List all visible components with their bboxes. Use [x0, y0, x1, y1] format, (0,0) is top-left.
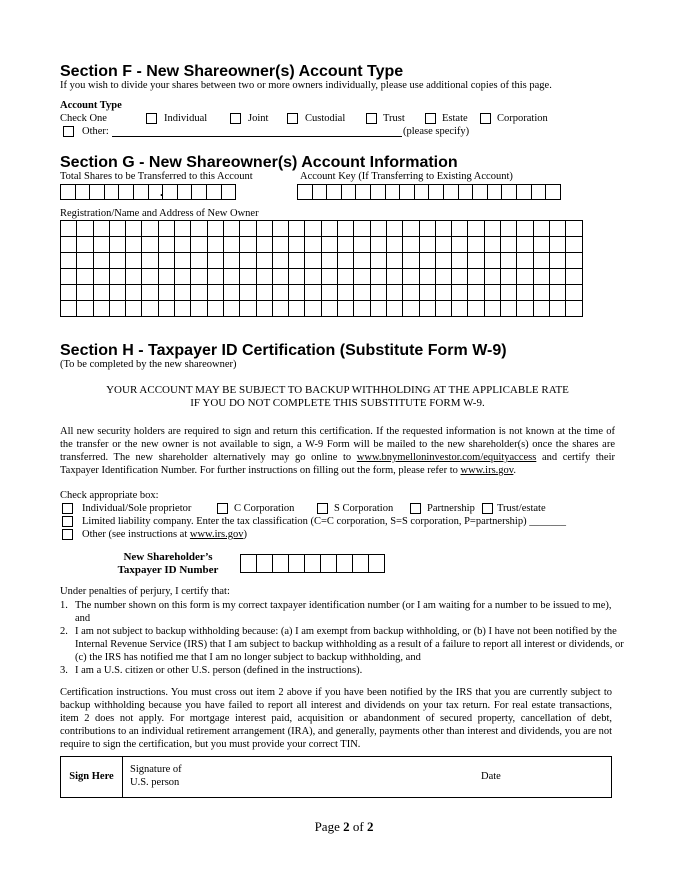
registration-cell[interactable]: [207, 268, 224, 285]
individual-sole-label: Individual/Sole proprietor: [82, 503, 192, 514]
trust-estate-checkbox[interactable]: [482, 503, 493, 514]
registration-cell[interactable]: [467, 236, 484, 253]
registration-cell[interactable]: [337, 268, 354, 285]
registration-cell[interactable]: [256, 284, 273, 301]
registration-cell[interactable]: [190, 220, 207, 237]
individual-checkbox[interactable]: [146, 113, 157, 124]
registration-cell[interactable]: [223, 236, 240, 253]
registration-cell[interactable]: [549, 300, 566, 317]
registration-cell[interactable]: [76, 284, 93, 301]
registration-cell[interactable]: [321, 300, 338, 317]
registration-cell[interactable]: [272, 300, 289, 317]
please-specify-label: (please specify): [403, 126, 470, 137]
check-one-label: Check One: [60, 113, 107, 124]
registration-cell[interactable]: [223, 220, 240, 237]
registration-cell[interactable]: [174, 300, 191, 317]
trust-estate-label: Trust/estate: [497, 503, 546, 514]
c-corp-checkbox[interactable]: [217, 503, 228, 514]
registration-cell[interactable]: [516, 236, 533, 253]
registration-cell[interactable]: [321, 284, 338, 301]
section-h-subtitle: (To be completed by the new shareowner): [60, 359, 237, 370]
corporation-label: Corporation: [497, 113, 548, 124]
registration-cell[interactable]: [533, 236, 550, 253]
registration-cell[interactable]: [451, 284, 468, 301]
c-corp-label: C Corporation: [234, 503, 295, 514]
registration-cell[interactable]: [337, 220, 354, 237]
other-irs-link[interactable]: www.irs.gov: [189, 529, 244, 540]
registration-cell[interactable]: [451, 236, 468, 253]
registration-cell[interactable]: [467, 284, 484, 301]
cert-item-3: I am a U.S. citizen or other U.S. person (defined in the instructions).: [75, 665, 363, 676]
registration-cell[interactable]: [516, 220, 533, 237]
page-current: 2: [343, 819, 350, 834]
registration-cell[interactable]: [60, 236, 77, 253]
intro-text-2: and certify their Taxpayer Identification Number. For further instructions on filling out the form, please refer to: [60, 452, 615, 476]
registration-cell[interactable]: [174, 268, 191, 285]
registration-cell[interactable]: [256, 220, 273, 237]
section-f-subtitle: If you wish to divide your shares between two or more owners individually, please use additional copies of this page.: [60, 80, 552, 91]
registration-cell[interactable]: [272, 268, 289, 285]
registration-cell[interactable]: [93, 268, 110, 285]
account-type-label: Account Type: [60, 100, 122, 111]
registration-cell[interactable]: [256, 268, 273, 285]
registration-cell[interactable]: [174, 220, 191, 237]
backup-warning-line1: YOUR ACCOUNT MAY BE SUBJECT TO BACKUP WITHHOLDING AT THE APPLICABLE RATE: [106, 384, 569, 396]
registration-cell[interactable]: [419, 300, 436, 317]
registration-cell[interactable]: [239, 236, 256, 253]
total-shares-field[interactable]: [60, 184, 235, 200]
signature-label-line1: Signature of: [130, 764, 182, 775]
registration-cell[interactable]: [565, 268, 582, 285]
registration-cell[interactable]: [435, 220, 452, 237]
registration-cell[interactable]: [353, 268, 370, 285]
registration-cell[interactable]: [288, 300, 305, 317]
custodial-checkbox[interactable]: [287, 113, 298, 124]
registration-cell[interactable]: [435, 284, 452, 301]
registration-cell[interactable]: [533, 300, 550, 317]
registration-cell[interactable]: [353, 284, 370, 301]
registration-cell[interactable]: [533, 252, 550, 269]
registration-cell[interactable]: [223, 252, 240, 269]
cert-item-2: I am not subject to backup withholding because: (a) I am exempt from backup withholding, or (b) I have not been notified by the Internal Revenue Service (IRS) that I am subject to backup withholding as a result of a failure to report all interest or dividends, or (c) the IRS has notified me that I am no longer subject to backup withholding, and: [75, 626, 624, 663]
registration-cell[interactable]: [565, 220, 582, 237]
section-f-title: Section F - New Shareowner(s) Account Type: [60, 63, 404, 80]
registration-cell[interactable]: [516, 252, 533, 269]
registration-cell[interactable]: [256, 252, 273, 269]
registration-cell[interactable]: [467, 220, 484, 237]
registration-cell[interactable]: [321, 268, 338, 285]
registration-cell[interactable]: [435, 236, 452, 253]
registration-cell[interactable]: [337, 300, 354, 317]
registration-cell[interactable]: [304, 284, 321, 301]
registration-cell[interactable]: [304, 220, 321, 237]
registration-cell[interactable]: [386, 300, 403, 317]
registration-cell[interactable]: [158, 268, 175, 285]
registration-cell[interactable]: [484, 300, 501, 317]
registration-cell[interactable]: [370, 252, 387, 269]
registration-cell[interactable]: [419, 268, 436, 285]
registration-cell[interactable]: [435, 252, 452, 269]
registration-cell[interactable]: [174, 284, 191, 301]
registration-cell[interactable]: [141, 284, 158, 301]
registration-cell[interactable]: [109, 220, 126, 237]
registration-cell[interactable]: [76, 220, 93, 237]
registration-cell[interactable]: [370, 284, 387, 301]
custodial-label: Custodial: [305, 113, 346, 124]
registration-cell[interactable]: [516, 268, 533, 285]
partnership-label: Partnership: [427, 503, 475, 514]
section-g-title: Section G - New Shareowner(s) Account Information: [60, 154, 458, 171]
registration-cell[interactable]: [484, 252, 501, 269]
registration-cell[interactable]: [419, 220, 436, 237]
registration-cell[interactable]: [467, 300, 484, 317]
certification-instructions: Certification instructions. You must cross out item 2 above if you have been notified by the IRS that you are currently subject to backup withholding because you have failed to report all interest and dividends on your tax return. For real estate transactions, item 2 does not apply. For mortgage interest paid, acquisition or abandonment of secured property, cancellation of debt, contributions to an individual retirement arrangement (IRA), and generally, payments other than interest and dividends, you are not require to sign the certification, but you must provide your correct TIN.: [60, 687, 612, 750]
registration-cell[interactable]: [288, 268, 305, 285]
registration-cell[interactable]: [256, 236, 273, 253]
registration-cell[interactable]: [484, 220, 501, 237]
registration-cell[interactable]: [239, 268, 256, 285]
registration-cell[interactable]: [93, 284, 110, 301]
registration-cell[interactable]: [239, 252, 256, 269]
cert-item-1-num: 1.: [60, 600, 68, 611]
registration-cell[interactable]: [174, 252, 191, 269]
registration-cell[interactable]: [402, 236, 419, 253]
registration-cell[interactable]: [321, 252, 338, 269]
registration-cell[interactable]: [565, 236, 582, 253]
registration-cell[interactable]: [125, 252, 142, 269]
registration-cell[interactable]: [549, 252, 566, 269]
registration-cell[interactable]: [207, 236, 224, 253]
registration-cell[interactable]: [158, 220, 175, 237]
registration-cell[interactable]: [272, 220, 289, 237]
signature-box: [60, 756, 612, 798]
registration-cell[interactable]: [158, 284, 175, 301]
registration-cell[interactable]: [337, 252, 354, 269]
registration-cell[interactable]: [125, 268, 142, 285]
signature-field[interactable]: [201, 761, 471, 795]
registration-cell[interactable]: [484, 284, 501, 301]
registration-cell[interactable]: [533, 220, 550, 237]
registration-grid[interactable]: [60, 220, 582, 316]
registration-cell[interactable]: [435, 268, 452, 285]
registration-cell[interactable]: [500, 284, 517, 301]
registration-cell[interactable]: [304, 252, 321, 269]
registration-cell[interactable]: [125, 300, 142, 317]
registration-cell[interactable]: [419, 252, 436, 269]
llc-checkbox[interactable]: [62, 516, 73, 527]
registration-cell[interactable]: [125, 284, 142, 301]
registration-cell[interactable]: [353, 300, 370, 317]
registration-cell[interactable]: [272, 236, 289, 253]
corporation-checkbox[interactable]: [480, 113, 491, 124]
registration-cell[interactable]: [93, 220, 110, 237]
registration-cell[interactable]: [76, 300, 93, 317]
registration-cell[interactable]: [549, 284, 566, 301]
registration-cell[interactable]: [288, 284, 305, 301]
estate-label: Estate: [442, 113, 468, 124]
registration-cell[interactable]: [500, 252, 517, 269]
registration-cell[interactable]: [516, 284, 533, 301]
tin-field[interactable]: [240, 554, 384, 573]
registration-cell[interactable]: [158, 252, 175, 269]
partnership-checkbox[interactable]: [410, 503, 421, 514]
cert-item-3-num: 3.: [60, 665, 68, 676]
registration-cell[interactable]: [500, 220, 517, 237]
registration-cell[interactable]: [109, 236, 126, 253]
registration-cell[interactable]: [467, 268, 484, 285]
s-corp-checkbox[interactable]: [317, 503, 328, 514]
registration-cell[interactable]: [256, 300, 273, 317]
registration-cell[interactable]: [174, 236, 191, 253]
intro-text: All new security holders are required to sign and return this certification. If the requested information is not known at the time of the transfer or the new owner is not available to sign, a W-9 Form will be mailed to the new shareholder(s) once the shares are transferred. The new shareholder alternatively may go online to: [60, 426, 615, 463]
registration-cell[interactable]: [158, 300, 175, 317]
tin-label-line2: Taxpayer ID Number: [117, 564, 219, 576]
registration-cell[interactable]: [353, 220, 370, 237]
registration-cell[interactable]: [549, 268, 566, 285]
registration-cell[interactable]: [109, 284, 126, 301]
other-label: Other:: [82, 126, 109, 137]
signature-divider: [122, 757, 123, 797]
registration-cell[interactable]: [93, 300, 110, 317]
page-total: 2: [366, 819, 374, 834]
other-tax-checkbox[interactable]: [62, 529, 73, 540]
registration-cell[interactable]: [239, 300, 256, 317]
registration-cell[interactable]: [60, 284, 77, 301]
registration-cell[interactable]: [467, 252, 484, 269]
registration-cell[interactable]: [304, 300, 321, 317]
registration-cell[interactable]: [402, 284, 419, 301]
page-number: [0, 819, 688, 835]
registration-cell[interactable]: [451, 268, 468, 285]
registration-cell[interactable]: [223, 268, 240, 285]
registration-cell[interactable]: [109, 300, 126, 317]
registration-cell[interactable]: [141, 236, 158, 253]
registration-cell[interactable]: [207, 252, 224, 269]
registration-cell[interactable]: [533, 284, 550, 301]
registration-cell[interactable]: [223, 284, 240, 301]
registration-cell[interactable]: [207, 220, 224, 237]
registration-cell[interactable]: [565, 284, 582, 301]
sign-here-label: Sign Here: [69, 771, 114, 782]
registration-cell[interactable]: [288, 220, 305, 237]
page-of: of: [349, 819, 367, 834]
tin-label-line1: New Shareholder’s: [123, 551, 213, 563]
total-shares-label: Total Shares to be Transferred to this Account: [60, 171, 253, 182]
registration-cell[interactable]: [353, 236, 370, 253]
registration-cell[interactable]: [419, 236, 436, 253]
registration-cell[interactable]: [190, 268, 207, 285]
registration-cell[interactable]: [93, 236, 110, 253]
registration-cell[interactable]: [109, 268, 126, 285]
registration-cell[interactable]: [451, 252, 468, 269]
registration-cell[interactable]: [370, 300, 387, 317]
other-tax-label: [82, 529, 247, 542]
joint-label: Joint: [248, 113, 269, 124]
page-prefix: Page: [314, 819, 344, 834]
registration-cell[interactable]: [141, 252, 158, 269]
registration-cell[interactable]: [484, 236, 501, 253]
registration-cell[interactable]: [533, 268, 550, 285]
date-label: Date: [481, 771, 501, 782]
backup-warning-line2: IF YOU DO NOT COMPLETE THIS SUBSTITUTE FORM W-9.: [190, 397, 485, 409]
registration-cell[interactable]: [337, 236, 354, 253]
registration-cell[interactable]: [386, 284, 403, 301]
registration-cell[interactable]: [370, 236, 387, 253]
trust-checkbox[interactable]: [366, 113, 377, 124]
registration-cell[interactable]: [370, 268, 387, 285]
registration-cell[interactable]: [272, 252, 289, 269]
registration-cell[interactable]: [484, 268, 501, 285]
registration-cell[interactable]: [288, 252, 305, 269]
registration-cell[interactable]: [239, 220, 256, 237]
irs-link[interactable]: www.irs.gov: [460, 465, 514, 476]
account-key-label: Account Key (If Transferring to Existing Account): [300, 171, 513, 182]
registration-cell[interactable]: [190, 284, 207, 301]
registration-cell[interactable]: [272, 284, 289, 301]
date-field[interactable]: [511, 761, 606, 795]
registration-cell[interactable]: [370, 220, 387, 237]
registration-cell[interactable]: [223, 300, 240, 317]
section-h-title: Section H - Taxpayer ID Certification (Substitute Form W-9): [60, 342, 507, 359]
registration-cell[interactable]: [386, 252, 403, 269]
registration-cell[interactable]: [565, 300, 582, 317]
joint-checkbox[interactable]: [230, 113, 241, 124]
registration-cell[interactable]: [207, 300, 224, 317]
estate-checkbox[interactable]: [425, 113, 436, 124]
registration-cell[interactable]: [141, 220, 158, 237]
other-checkbox[interactable]: [63, 126, 74, 137]
registration-cell[interactable]: [288, 236, 305, 253]
registration-cell[interactable]: [337, 284, 354, 301]
registration-cell[interactable]: [304, 236, 321, 253]
registration-cell[interactable]: [321, 236, 338, 253]
registration-cell[interactable]: [386, 220, 403, 237]
registration-cell[interactable]: [516, 300, 533, 317]
registration-cell[interactable]: [500, 236, 517, 253]
registration-cell[interactable]: [76, 236, 93, 253]
registration-cell[interactable]: [451, 220, 468, 237]
registration-cell[interactable]: [141, 300, 158, 317]
other-tax-prefix: Other (see instructions at: [82, 529, 190, 540]
registration-cell[interactable]: [60, 252, 77, 269]
cert-item-1: The number shown on this form is my correct taxpayer identification number (or I am waiting for a number to be issued to me), and: [75, 600, 612, 624]
registration-cell[interactable]: [158, 236, 175, 253]
check-appropriate-label: Check appropriate box:: [60, 490, 159, 501]
trust-label: Trust: [383, 113, 405, 124]
cert-item-2-num: 2.: [60, 626, 68, 637]
registration-cell[interactable]: [549, 236, 566, 253]
registration-cell[interactable]: [60, 300, 77, 317]
perjury-intro: Under penalties of perjury, I certify that:: [60, 586, 230, 597]
registration-cell[interactable]: [500, 268, 517, 285]
registration-label: Registration/Name and Address of New Owner: [60, 208, 259, 219]
registration-cell[interactable]: [321, 220, 338, 237]
decimal-point: .: [160, 184, 164, 199]
account-key-field[interactable]: [297, 184, 560, 200]
registration-cell[interactable]: [353, 252, 370, 269]
registration-cell[interactable]: [109, 252, 126, 269]
registration-cell[interactable]: [190, 300, 207, 317]
registration-cell[interactable]: [60, 268, 77, 285]
registration-cell[interactable]: [565, 252, 582, 269]
intro-end: .: [513, 465, 516, 476]
registration-cell[interactable]: [304, 268, 321, 285]
registration-cell[interactable]: [419, 284, 436, 301]
registration-cell[interactable]: [402, 300, 419, 317]
registration-cell[interactable]: [125, 236, 142, 253]
registration-cell[interactable]: [125, 220, 142, 237]
registration-cell[interactable]: [141, 268, 158, 285]
registration-cell[interactable]: [386, 236, 403, 253]
registration-cell[interactable]: [60, 220, 77, 237]
registration-cell[interactable]: [386, 268, 403, 285]
individual-sole-checkbox[interactable]: [62, 503, 73, 514]
bny-link[interactable]: www.bnymelloninvestor.com/equityaccess: [356, 452, 537, 463]
other-specify-field[interactable]: [112, 136, 402, 137]
other-tax-suffix: ): [243, 529, 247, 540]
registration-cell[interactable]: [93, 252, 110, 269]
registration-cell[interactable]: [435, 300, 452, 317]
registration-cell[interactable]: [549, 220, 566, 237]
registration-cell[interactable]: [190, 236, 207, 253]
registration-cell[interactable]: [402, 220, 419, 237]
s-corp-label: S Corporation: [334, 503, 394, 514]
registration-cell[interactable]: [239, 284, 256, 301]
individual-label: Individual: [164, 113, 208, 124]
registration-cell[interactable]: [402, 268, 419, 285]
llc-label: Limited liability company. Enter the tax classification (C=C corporation, S=S corporation, P=partnership) _______: [82, 516, 566, 527]
signature-label-line2: U.S. person: [130, 777, 180, 788]
registration-cell[interactable]: [500, 300, 517, 317]
registration-cell[interactable]: [207, 284, 224, 301]
intro-paragraph: [60, 425, 615, 477]
registration-cell[interactable]: [402, 252, 419, 269]
registration-cell[interactable]: [76, 252, 93, 269]
registration-cell[interactable]: [190, 252, 207, 269]
registration-cell[interactable]: [451, 300, 468, 317]
registration-cell[interactable]: [76, 268, 93, 285]
